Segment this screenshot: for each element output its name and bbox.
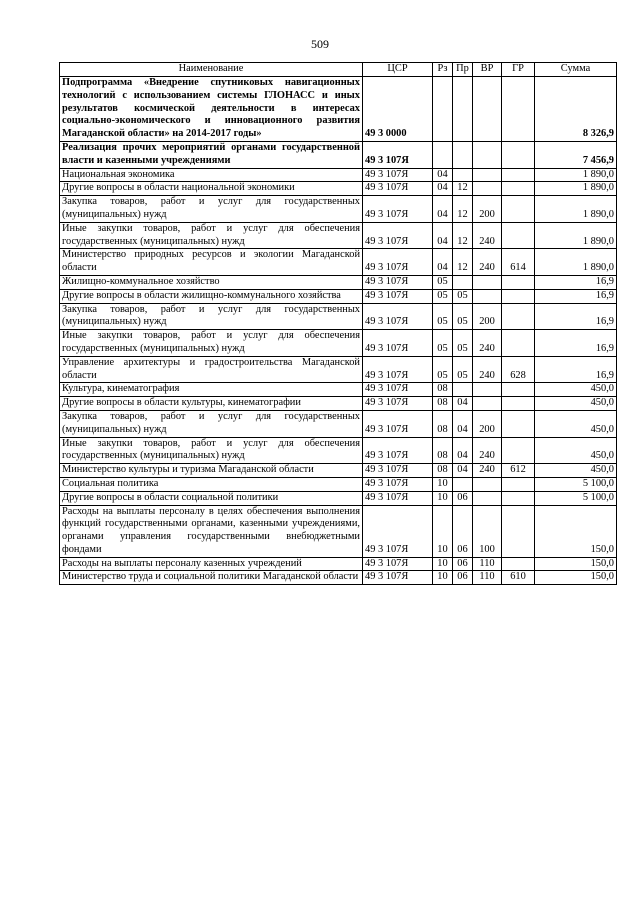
cell-pr: 04: [453, 397, 473, 411]
cell-csr: 49 3 107Я: [363, 571, 433, 585]
table-row: [60, 505, 617, 557]
cell-rz: 10: [433, 491, 453, 505]
cell-pr: 06: [453, 571, 473, 585]
cell-name: Расходы на выплаты персоналу в целях обеспечения выполнения функций государственными органами, казенными учреждениями, органами управления государственными внебюджетными фондами: [60, 505, 363, 557]
cell-csr: 49 3 107Я: [363, 383, 433, 397]
cell-name: Расходы на выплаты персоналу казенных учреждений: [60, 557, 363, 571]
cell-vr: [473, 477, 502, 491]
cell-rz: 04: [433, 222, 453, 249]
cell-gr: [502, 77, 535, 142]
cell-gr: [502, 141, 535, 168]
cell-sum: 150,0: [535, 571, 617, 585]
cell-pr: 05: [453, 356, 473, 383]
table-row: [60, 196, 617, 223]
cell-csr: 49 3 107Я: [363, 275, 433, 289]
cell-vr: 240: [473, 222, 502, 249]
cell-gr: [502, 437, 535, 464]
cell-sum: 16,9: [535, 275, 617, 289]
cell-pr: [453, 141, 473, 168]
cell-gr: [502, 330, 535, 357]
cell-gr: [502, 410, 535, 437]
header-sum: Сумма: [535, 63, 617, 77]
cell-gr: [502, 196, 535, 223]
cell-rz: 05: [433, 289, 453, 303]
cell-name: Другие вопросы в области социальной политики: [60, 491, 363, 505]
table-row: [60, 356, 617, 383]
cell-csr: 49 3 107Я: [363, 141, 433, 168]
cell-pr: 04: [453, 464, 473, 478]
cell-gr: [502, 289, 535, 303]
header-rz: Рз: [433, 63, 453, 77]
cell-sum: 450,0: [535, 383, 617, 397]
cell-csr: 49 3 107Я: [363, 410, 433, 437]
cell-vr: [473, 77, 502, 142]
cell-vr: [473, 275, 502, 289]
cell-name: Управление архитектуры и градостроительства Магаданской области: [60, 356, 363, 383]
cell-gr: 614: [502, 249, 535, 276]
cell-rz: 05: [433, 275, 453, 289]
cell-vr: 200: [473, 410, 502, 437]
table-row: [60, 168, 617, 182]
table-row: [60, 491, 617, 505]
cell-pr: [453, 383, 473, 397]
cell-name: Другие вопросы в области национальной экономики: [60, 182, 363, 196]
table-row: [60, 303, 617, 330]
table-row: [60, 289, 617, 303]
cell-name: Подпрограмма «Внедрение спутниковых навигационных технологий с использованием системы ГЛОНАСС и иных результатов космической деятельности в интересах социально-экономического и инновационного развития Магаданской области» на 2014-2017 годы»: [60, 77, 363, 142]
cell-name: Иные закупки товаров, работ и услуг для обеспечения государственных (муниципальных) нужд: [60, 437, 363, 464]
cell-pr: 06: [453, 557, 473, 571]
cell-gr: [502, 491, 535, 505]
cell-vr: 200: [473, 303, 502, 330]
table-row: [60, 397, 617, 411]
table-row: [60, 222, 617, 249]
cell-rz: 10: [433, 505, 453, 557]
table-row: [60, 77, 617, 142]
header-csr: ЦСР: [363, 63, 433, 77]
cell-pr: 04: [453, 437, 473, 464]
cell-vr: 100: [473, 505, 502, 557]
table-row: [60, 410, 617, 437]
cell-pr: [453, 168, 473, 182]
cell-csr: 49 3 107Я: [363, 557, 433, 571]
cell-name: Национальная экономика: [60, 168, 363, 182]
cell-csr: 49 3 107Я: [363, 289, 433, 303]
cell-rz: 05: [433, 303, 453, 330]
cell-rz: 10: [433, 571, 453, 585]
cell-name: Иные закупки товаров, работ и услуг для обеспечения государственных (муниципальных) нужд: [60, 330, 363, 357]
header-pr: Пр: [453, 63, 473, 77]
table-row: [60, 571, 617, 585]
cell-csr: 49 3 107Я: [363, 303, 433, 330]
cell-sum: 16,9: [535, 289, 617, 303]
cell-gr: 628: [502, 356, 535, 383]
cell-csr: 49 3 107Я: [363, 437, 433, 464]
table-row: [60, 477, 617, 491]
cell-rz: 08: [433, 397, 453, 411]
table-row: [60, 557, 617, 571]
header-gr: ГР: [502, 63, 535, 77]
cell-name: Жилищно-коммунальное хозяйство: [60, 275, 363, 289]
table-row: [60, 383, 617, 397]
cell-pr: [453, 275, 473, 289]
table-row: [60, 141, 617, 168]
cell-vr: [473, 182, 502, 196]
cell-gr: 610: [502, 571, 535, 585]
cell-rz: 04: [433, 168, 453, 182]
table-row: [60, 249, 617, 276]
cell-rz: 05: [433, 330, 453, 357]
cell-pr: 12: [453, 196, 473, 223]
cell-gr: [502, 383, 535, 397]
cell-sum: 16,9: [535, 330, 617, 357]
cell-rz: 04: [433, 249, 453, 276]
cell-sum: 450,0: [535, 464, 617, 478]
cell-vr: 200: [473, 196, 502, 223]
cell-pr: 05: [453, 289, 473, 303]
table-row: [60, 330, 617, 357]
cell-pr: 12: [453, 222, 473, 249]
table-row: [60, 275, 617, 289]
cell-gr: [502, 168, 535, 182]
cell-pr: 12: [453, 249, 473, 276]
cell-csr: 49 3 107Я: [363, 168, 433, 182]
cell-pr: [453, 77, 473, 142]
cell-pr: [453, 477, 473, 491]
cell-vr: [473, 141, 502, 168]
table-header-row: [60, 63, 617, 77]
cell-csr: 49 3 107Я: [363, 464, 433, 478]
cell-csr: 49 3 107Я: [363, 330, 433, 357]
cell-csr: 49 3 107Я: [363, 491, 433, 505]
cell-sum: 5 100,0: [535, 491, 617, 505]
cell-csr: 49 3 107Я: [363, 397, 433, 411]
cell-sum: 450,0: [535, 397, 617, 411]
cell-name: Министерство культуры и туризма Магаданской области: [60, 464, 363, 478]
cell-vr: 240: [473, 356, 502, 383]
cell-rz: 08: [433, 410, 453, 437]
cell-vr: 240: [473, 437, 502, 464]
cell-pr: 04: [453, 410, 473, 437]
cell-rz: 08: [433, 464, 453, 478]
cell-rz: [433, 77, 453, 142]
cell-csr: 49 3 107Я: [363, 249, 433, 276]
cell-csr: 49 3 107Я: [363, 196, 433, 223]
cell-sum: 1 890,0: [535, 196, 617, 223]
header-name: Наименование: [60, 63, 363, 77]
cell-name: Иные закупки товаров, работ и услуг для обеспечения государственных (муниципальных) нужд: [60, 222, 363, 249]
cell-csr: 49 3 107Я: [363, 222, 433, 249]
cell-pr: 05: [453, 303, 473, 330]
cell-sum: 16,9: [535, 356, 617, 383]
cell-csr: 49 3 107Я: [363, 356, 433, 383]
cell-rz: 04: [433, 196, 453, 223]
cell-name: Закупка товаров, работ и услуг для государственных (муниципальных) нужд: [60, 303, 363, 330]
cell-name: Культура, кинематография: [60, 383, 363, 397]
table-row: [60, 437, 617, 464]
cell-sum: 8 326,9: [535, 77, 617, 142]
cell-rz: 10: [433, 557, 453, 571]
cell-rz: 04: [433, 182, 453, 196]
cell-vr: [473, 168, 502, 182]
cell-gr: [502, 477, 535, 491]
cell-rz: 08: [433, 383, 453, 397]
cell-vr: 110: [473, 571, 502, 585]
cell-sum: 450,0: [535, 410, 617, 437]
cell-sum: 1 890,0: [535, 222, 617, 249]
cell-name: Реализация прочих мероприятий органами государственной власти и казенными учреждениями: [60, 141, 363, 168]
page-number: 509: [311, 37, 329, 51]
cell-name: Социальная политика: [60, 477, 363, 491]
budget-table: [59, 62, 617, 585]
cell-gr: [502, 505, 535, 557]
cell-sum: 5 100,0: [535, 477, 617, 491]
cell-vr: 240: [473, 330, 502, 357]
cell-pr: 06: [453, 491, 473, 505]
cell-rz: 10: [433, 477, 453, 491]
cell-rz: 08: [433, 437, 453, 464]
cell-gr: 612: [502, 464, 535, 478]
table-row: [60, 182, 617, 196]
table-row: [60, 464, 617, 478]
cell-sum: 150,0: [535, 557, 617, 571]
cell-pr: 06: [453, 505, 473, 557]
cell-vr: [473, 289, 502, 303]
cell-name: Закупка товаров, работ и услуг для государственных (муниципальных) нужд: [60, 196, 363, 223]
cell-name: Закупка товаров, работ и услуг для государственных (муниципальных) нужд: [60, 410, 363, 437]
cell-csr: 49 3 107Я: [363, 477, 433, 491]
cell-vr: [473, 383, 502, 397]
cell-csr: 49 3 107Я: [363, 505, 433, 557]
cell-rz: [433, 141, 453, 168]
cell-csr: 49 3 0000: [363, 77, 433, 142]
cell-name: Другие вопросы в области жилищно-коммунального хозяйства: [60, 289, 363, 303]
header-vr: ВР: [473, 63, 502, 77]
cell-gr: [502, 275, 535, 289]
cell-gr: [502, 303, 535, 330]
cell-vr: [473, 397, 502, 411]
table-body: [60, 77, 617, 585]
cell-gr: [502, 557, 535, 571]
cell-sum: 150,0: [535, 505, 617, 557]
cell-gr: [502, 397, 535, 411]
cell-vr: 240: [473, 249, 502, 276]
cell-pr: 05: [453, 330, 473, 357]
cell-name: Другие вопросы в области культуры, кинематографии: [60, 397, 363, 411]
cell-name: Министерство природных ресурсов и экологии Магаданской области: [60, 249, 363, 276]
cell-vr: [473, 491, 502, 505]
cell-sum: 1 890,0: [535, 182, 617, 196]
cell-name: Министерство труда и социальной политики Магаданской области: [60, 571, 363, 585]
cell-vr: 240: [473, 464, 502, 478]
cell-sum: 1 890,0: [535, 249, 617, 276]
cell-sum: 1 890,0: [535, 168, 617, 182]
cell-vr: 110: [473, 557, 502, 571]
cell-sum: 16,9: [535, 303, 617, 330]
cell-gr: [502, 182, 535, 196]
cell-csr: 49 3 107Я: [363, 182, 433, 196]
cell-sum: 7 456,9: [535, 141, 617, 168]
cell-gr: [502, 222, 535, 249]
cell-rz: 05: [433, 356, 453, 383]
cell-sum: 450,0: [535, 437, 617, 464]
cell-pr: 12: [453, 182, 473, 196]
